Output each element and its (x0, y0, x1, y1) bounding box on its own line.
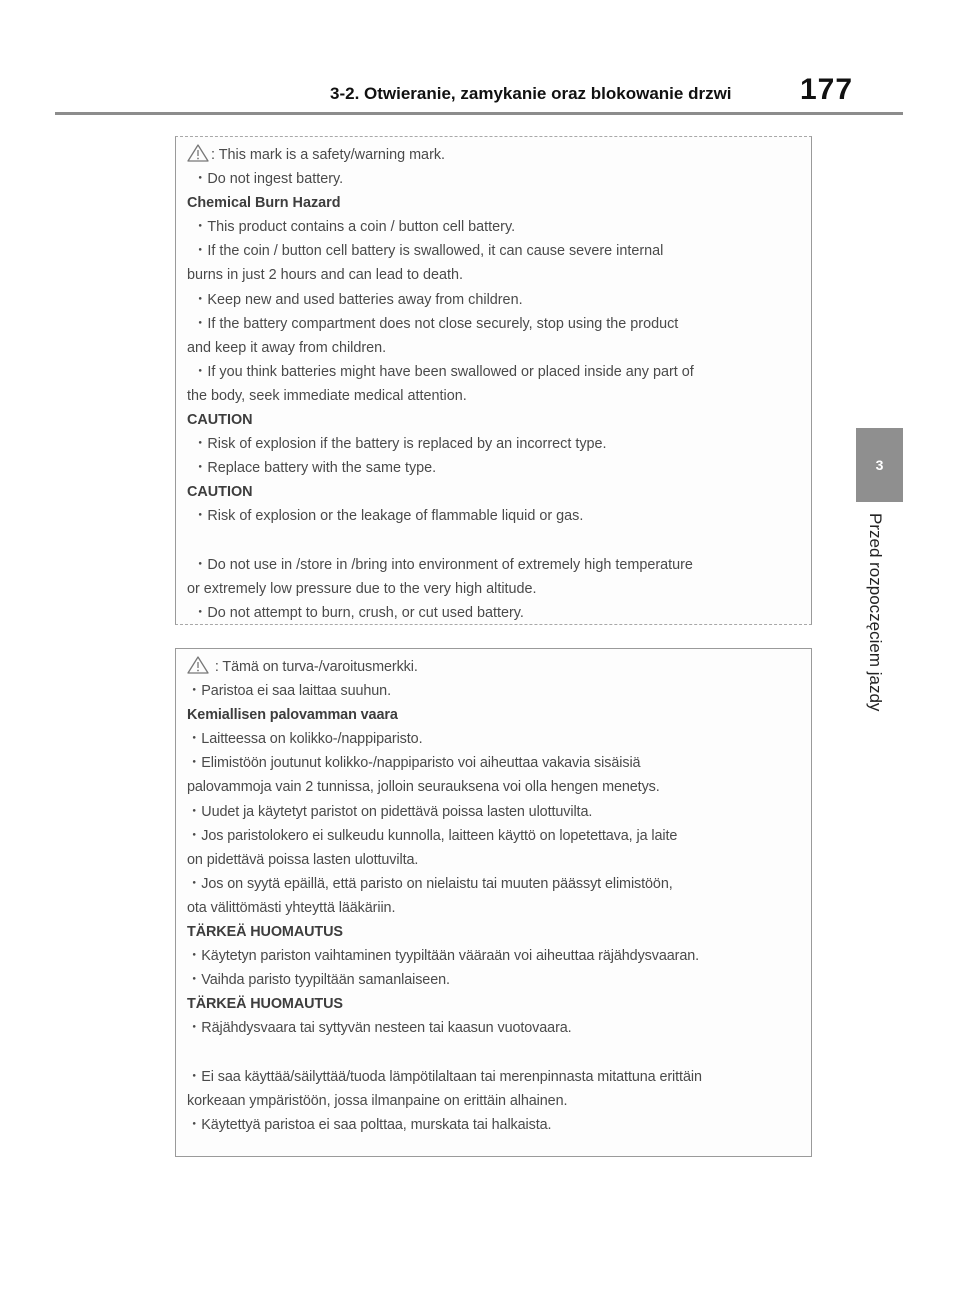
box-line: or extremely low pressure due to the very high altitude. (187, 580, 537, 597)
box-line: the body, seek immediate medical attention. (187, 387, 467, 404)
box-line: korkeaan ympäristöön, jossa ilmanpaine on erittäin alhainen. (187, 1092, 568, 1109)
warning-mark-text: : This mark is a safety/warning mark. (211, 147, 446, 163)
box-line: ota välittömästi yhteyttä lääkäriin. (187, 899, 396, 916)
page-number: 177 (800, 73, 854, 106)
warning-triangle-icon (187, 656, 209, 674)
box-line: ・Replace battery with the same type. (193, 460, 437, 477)
box-line: ・Elimistöön joutunut kolikko-/nappiparisto voi aiheuttaa vakavia sisäisiä (187, 755, 641, 772)
box-line: ・Ei saa käyttää/säilyttää/tuoda lämpötilaltaan tai merenpinnasta mitattuna erittäin (187, 1068, 702, 1085)
section-title: 3-2. Otwieranie, zamykanie oraz blokowanie drzwi (330, 84, 732, 103)
box-line: ・Risk of explosion or the leakage of flammable liquid or gas. (193, 508, 584, 525)
box-line: ・If the coin / button cell battery is swallowed, it can cause severe internal (193, 243, 664, 260)
box-line (187, 1041, 801, 1065)
box-line: ・Räjähdysvaara tai syttyvän nesteen tai kaasun vuotovaara. (187, 1020, 572, 1037)
box-line: ・Keep new and used batteries away from children. (193, 291, 523, 308)
box-line: ・Käytetyn pariston vaihtaminen tyypiltään vääraän voi aiheuttaa räjähdysvaaran. (187, 948, 700, 965)
box-line: ・Do not use in /store in /bring into environment of extremely high temperature (193, 556, 693, 573)
box-line: ・Paristoa ei saa laittaa suuhun. (187, 683, 391, 700)
box-line: ・Uudet ja käytetyt paristot on pidettävä poissa lasten ulottuvilta. (187, 803, 593, 820)
chapter-label: Przed rozpoczęciem jazdy (866, 513, 885, 712)
box-line: ・Risk of explosion if the battery is replaced by an incorrect type. (193, 436, 607, 453)
box-line: burns in just 2 hours and can lead to death. (187, 267, 464, 284)
box-heading: Kemiallisen palovamman vaara (187, 707, 398, 724)
box-line: ・Jos on syytä epäillä, että paristo on nielaistu tai muuten päässyt elimistöön, (187, 875, 673, 892)
box-line: on pidettävä poissa lasten ulottuvilta. (187, 851, 419, 868)
box-heading: TÄRKEÄ HUOMAUTUS (187, 924, 343, 941)
box-line: ・Laitteessa on kolikko-/nappiparisto. (187, 731, 423, 748)
box-line: and keep it away from children. (187, 339, 387, 356)
box-line: ・Jos paristolokero ei sulkeudu kunnolla, laitteen käyttö on lopetettava, ja laite (187, 827, 678, 844)
header-divider (55, 112, 903, 115)
box-line: palovammoja vain 2 tunnissa, jolloin seurauksena voi olla hengen menetys. (187, 779, 660, 796)
warning-triangle-icon (187, 144, 209, 162)
box-line (187, 655, 801, 679)
box-line: ・If the battery compartment does not close securely, stop using the product (193, 315, 679, 332)
box-line (187, 143, 801, 167)
box-heading: Chemical Burn Hazard (187, 195, 341, 212)
box-line (187, 529, 801, 553)
english-warning-box (175, 136, 812, 625)
box-heading: TÄRKEÄ HUOMAUTUS (187, 996, 343, 1013)
box-line: ・Vaihda paristo tyypiltään samanlaiseen. (187, 972, 450, 989)
box-line: ・If you think batteries might have been swallowed or placed inside any part of (193, 363, 694, 380)
finnish-warning-box (175, 648, 812, 1157)
chapter-tab (856, 428, 903, 502)
box-line: ・Do not attempt to burn, crush, or cut used battery. (193, 604, 524, 621)
box-line: ・This product contains a coin / button cell battery. (193, 219, 516, 236)
box-heading: CAUTION (187, 484, 253, 501)
box-line: ・Do not ingest battery. (193, 171, 344, 188)
chapter-number: 3 (875, 457, 884, 473)
warning-mark-text: : Tämä on turva-/varoitusmerkki. (211, 659, 418, 675)
box-heading: CAUTION (187, 412, 253, 429)
box-line: ・Käytettyä paristoa ei saa polttaa, murskata tai halkaista. (187, 1116, 552, 1133)
